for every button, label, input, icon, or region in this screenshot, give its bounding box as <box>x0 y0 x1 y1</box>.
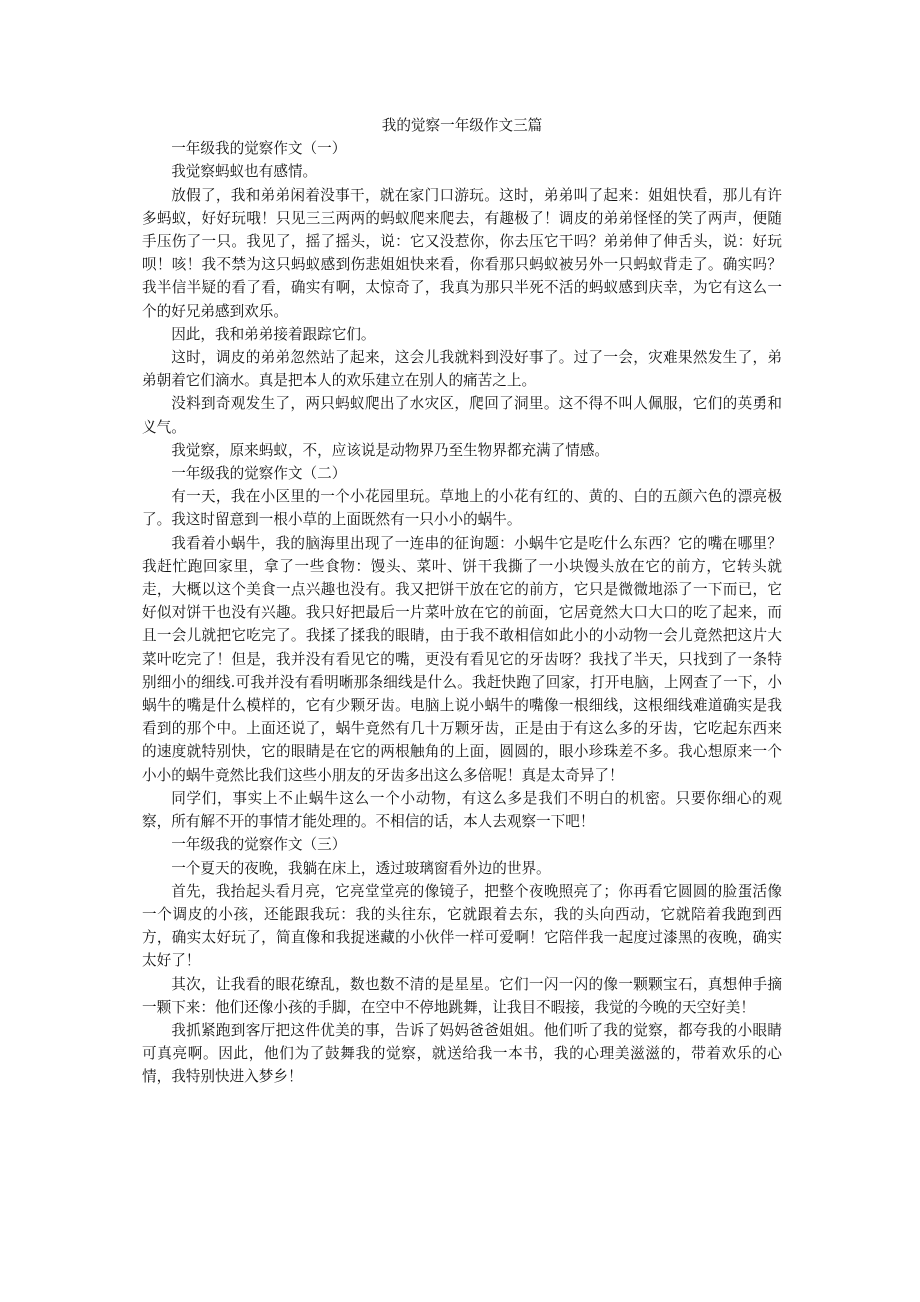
paragraph: 有一天，我在小区里的一个小花园里玩。草地上的小花有红的、黄的、白的五颜六色的漂亮极了。我这时留意到一根小草的上面既然有一只小小的蜗牛。 <box>142 488 782 529</box>
paragraph: 我抓紧跑到客厅把这件优美的事，告诉了妈妈爸爸姐姐。他们听了我的觉察，都夸我的小眼睛可真亮啊。因此，他们为了鼓舞我的觉察，就送给我一本书，我的心理美滋滋的，带着欢乐的心情，我特别快进入梦乡！ <box>142 1021 782 1086</box>
document-body <box>142 114 782 1089</box>
paragraph: 我觉察，原来蚂蚁，不，应该说是动物界乃至生物界都充满了情感。 <box>171 441 610 459</box>
section-heading-3: 一年级我的觉察作文（三） <box>171 836 347 854</box>
section-heading-1: 一年级我的觉察作文（一） <box>171 140 347 158</box>
paragraph: 我觉察蚂蚁也有感情。 <box>171 163 318 181</box>
paragraph: 放假了，我和弟弟闲着没事干，就在家门口游玩。这时，弟弟叫了起来：姐姐快看，那儿有许多蚂蚁，好好玩哦！只见三三两两的蚂蚁爬来爬去，有趣极了！调皮的弟弟怪怪的笑了两声，便随手压伤了一只。我见了，摇了摇头，说：它又没惹你，你去压它干吗？弟弟伸了伸舌头，说：好玩呗！咳！我不禁为这只蚂蚁感到伤悲姐姐快来看，你看那只蚂蚁被另外一只蚂蚁背走了。确实吗？我半信半疑的看了看，确实有啊，太惊奇了，我真为那只半死不活的蚂蚁感到庆幸，为它有这么一个的好兄弟感到欢乐。 <box>142 186 782 320</box>
paragraph: 没料到奇观发生了，两只蚂蚁爬出了水灾区，爬回了洞里。这不得不叫人佩服，它们的英勇和义气。 <box>142 395 782 436</box>
paragraph: 因此，我和弟弟接着跟踪它们。 <box>171 325 376 343</box>
document-title: 我的觉察一年级作文三篇 <box>381 117 543 134</box>
section-heading-2: 一年级我的觉察作文（二） <box>171 465 347 483</box>
paragraph: 这时，调皮的弟弟忽然站了起来，这会儿我就料到没好事了。过了一会，灾难果然发生了，弟弟朝着它们滴水。真是把本人的欢乐建立在别人的痛苦之上。 <box>142 349 782 390</box>
paragraph: 我看着小蜗牛，我的脑海里出现了一连串的征询题：小蜗牛它是吃什么东西？它的嘴在哪里？我赶忙跑回家里，拿了一些食物：馒头、菜叶、饼干我撕了一小块馒头放在它的前方，它转头就走，大概以这个美食一点兴趣也没有。我又把饼干放在它的前方，它只是微微地添了一下而已，它好似对饼干也没有兴趣。我只好把最后一片菜叶放在它的前面，它居竟然大口大口的吃了起来，而且一会儿就把它吃完了。我揉了揉我的眼睛，由于我不敢相信如此小的小动物一会儿竟然把这片大菜叶吃完了！但是，我并没有看见它的嘴，更没有看见它的牙齿呀？我找了半天，只找到了一条特别细小的细线.可我并没有看明晰那条细线是什么。我赶快跑了回家，打开电脑，上网查了一下，小蜗牛的嘴是什么模样的，它有少颗牙齿。电脑上说小蜗牛的嘴像一根细线，这根细线难道确实是我看到的那个中。上面还说了，蜗牛竟然有几十万颗牙齿，正是由于有这么多的牙齿，它吃起东西来的速度就特别快，它的眼睛是在它的两根触角的上面，圆圆的，眼小珍珠差不多。我心想原来一个小小的蜗牛竟然比我们这些小朋友的牙齿多出这么多倍呢！真是太奇异了！ <box>142 534 782 784</box>
paragraph: 其次，让我看的眼花缭乱，数也数不清的是星星。它们一闪一闪的像一颗颗宝石，真想伸手摘一颗下来：他们还像小孩的手脚，在空中不停地跳舞，让我目不暇接，我觉的今晚的天空好美！ <box>142 975 782 1016</box>
paragraph: 同学们，事实上不止蜗牛这么一个小动物，有这么多是我们不明白的机密。只要你细心的观察，所有解不开的事情才能处理的。不相信的话，本人去观察一下吧！ <box>142 789 782 831</box>
paragraph: 一个夏天的夜晚，我躺在床上，透过玻璃窗看外边的世界。 <box>171 859 551 877</box>
paragraph: 首先，我抬起头看月亮，它亮堂堂亮的像镜子，把整个夜晚照亮了；你再看它圆圆的脸蛋活像一个调皮的小孩，还能跟我玩：我的头往东，它就跟着去东，我的头向西动，它就陪着我跑到西方，确实太好玩了，简直像和我捉迷藏的小伙伴一样可爱啊！它陪伴我一起度过漆黑的夜晚，确实太好了！ <box>142 882 782 970</box>
